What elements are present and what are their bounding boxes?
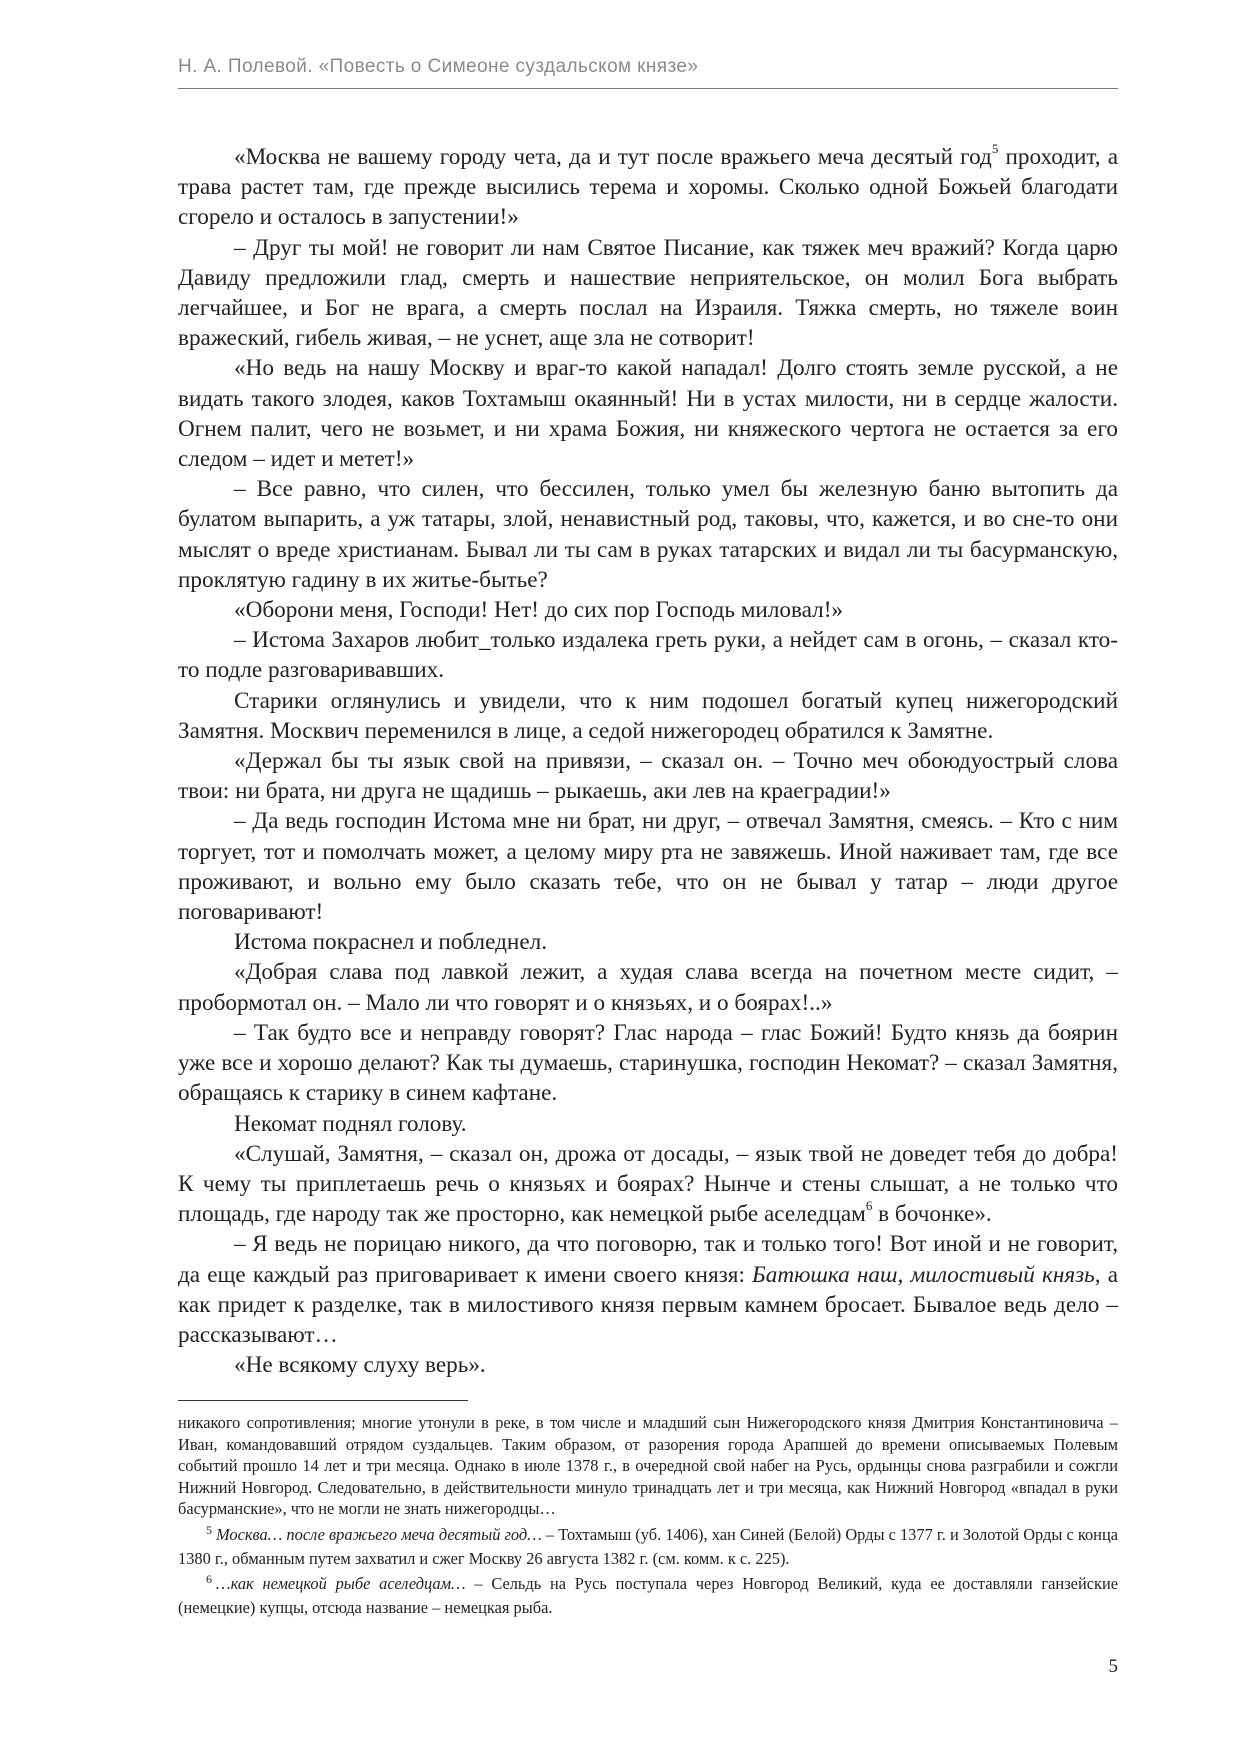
footnote-6-lemma: …как немецкой рыбе аселедцам… [216, 1574, 466, 1594]
paragraph-6: – Истома Захаров любит_только издалека греть руки, а нейдет сам в огонь, – сказал кто-то подле разговаривавших. [178, 627, 1118, 684]
footnote-continued: никакого сопротивления; многие утонули в реке, в том числе и младший сын Нижегородского князя Дмитрия Константиновича – Иван, командовавший отрядом суздальцев. Таким образом, от разорения города Арапшей до времени описываемых Полевым событий прошло 14 лет и три месяца. Однако в июле 1378 г., в очередной свой набег на Русь, ордынцы снова разграбили и сожгли Нижний Новгород. Следовательно, в действительности минуло тринадцать лет и три месяца, как Нижний Новгород «впадал в руки басурманские», что не могли не знать нижегородцы… [178, 1413, 1118, 1519]
header-divider [178, 88, 1118, 89]
paragraph-3: «Но ведь на нашу Москву и враг-то какой нападал! Долго стоять земле русской, а не видать такого злодея, каков Тохтамыш окаянный! Ни в устах милости, ни в сердце жалости. Огнем палит, чего не возьмет, и ни храма Божия, ни княжеского чертога не остается за его следом – идет и метет!» [178, 355, 1118, 473]
paragraph-11: «Добрая слава под лавкой лежит, а худая слава всегда на почетном месте сидит, – пробормотал он. – Мало ли что говорят и о князьях, и о боярах!..» [178, 959, 1118, 1016]
footnote-6-mark: 6 [206, 1572, 212, 1587]
main-text [178, 142, 1118, 1380]
paragraph-2: – Друг ты мой! не говорит ли нам Святое Писание, как тяжек меч вражий? Когда царю Давиду предложили глад, смерть и нашествие неприятельское, он молил Бога выбрать легчайшее, и Бог не врага, а смерть послал на Израиля. Тяжка смерть, но тяжеле воин вражеский, гибель живая, – не уснет, аще зла не сотворит! [178, 234, 1118, 352]
paragraph-4: – Все равно, что силен, что бессилен, только умел бы железную баню вытопить да булатом выпарить, а уж татары, злой, ненавистный род, таковы, что, кажется, и во сне-то они мыслят о вреде христианам. Бывал ли ты сам в руках татарских и видал ли ты басурманскую, проклятую гадину в их житье-бытье? [178, 476, 1118, 593]
footnote-6: $^6$ …как немецкой рыбе аселедцам… – Сельдь на Русь поступала через Новгород Великий, куда ее доставляли ганзейские (немецкие) купцы, отсюда название – немецкая рыба. [178, 1572, 1119, 1617]
footnote-5-mark: 5 [206, 1522, 212, 1537]
footnote-5: $^5$ Москва… после вражьего меча десятый год… – Тохтамыш (уб. 1406), хан Синей (Белой) Орды с 1377 г. и Золотой Орды с конца 1380 г., обманным путем захватил и сжег Москву 26 августа 1382 г. (см. комм. к с. 225). [178, 1522, 1118, 1568]
footnote-divider [178, 1400, 468, 1401]
footnote-ref-6[interactable]: 6 [865, 1198, 873, 1214]
paragraph-13: Некомат поднял голову. [234, 1110, 467, 1137]
running-header: Н. А. Полевой. «Повесть о Симеоне суздальском князе» [178, 56, 699, 77]
italic-quote: Батюшка наш, милостивый князь, [752, 1261, 1101, 1288]
footnote-5-lemma: Москва… после вражьего меча десятый год… [216, 1524, 542, 1544]
paragraph-9: – Да ведь господин Истома мне ни брат, ни друг, – отвечал Замятня, смеясь. – Кто с ним торгует, тот и помолчать может, а целому миру рта не завяжешь. Иной наживает там, где все проживают, и вольно ему было сказать тебе, что он не бывал у татар – люди другое поговаривают! [178, 808, 1118, 926]
paragraph-15: – Я ведь не порицаю никого, да что поговорю, так и только того! Вот иной и не говорит, да еще каждый раз приговаривает к имени своего князя: Батюшка наш, милостивый князь, а как придет к разделке, так в милостивого князя первым камнем бросает. Бывалое ведь дело – рассказывают… [178, 1231, 1118, 1348]
page-number: 5 [1108, 1656, 1118, 1677]
paragraph-7: Старики оглянулись и увидели, что к ним подошел богатый купец нижегородский Замятня. Москвич переменился в лице, а седой нижегородец обратился к Замятне. [178, 687, 1118, 744]
footnotes [178, 1412, 1118, 1622]
paragraph-16: «Не всякому слуху верь». [234, 1352, 486, 1379]
paragraph-14: «Слушай, Замятня, – сказал он, дрожа от досады, – язык твой не доведет тебя до добра! К чему ты приплетаешь речь о князьях и боярах? Нынче и стены слышат, а не только что площадь, где народу так же просторно, как немецкой рыбе аселедцам$^6$ в бочонке». [178, 1140, 1118, 1228]
paragraph-8: «Держал бы ты язык свой на привязи, – сказал он. – Точно меч обоюдуострый слова твои: ни брата, ни друга не щадишь – рыкаешь, аки лев на краеградии!» [178, 748, 1118, 805]
paragraph-5: «Оборони меня, Господи! Нет! до сих пор Господь миловал!» [234, 597, 844, 624]
paragraph-12: – Так будто все и неправду говорят? Глас народа – глас Божий! Будто князь да боярин уже все и хорошо делают? Как ты думаешь, старинушка, господин Некомат? – сказал Замятня, обращаясь к старику в синем кафтане. [178, 1019, 1118, 1107]
paragraph-10: Истома покраснел и побледнел. [234, 929, 547, 956]
footnote-ref-5[interactable]: 5 [991, 141, 999, 157]
paragraph-1: «Москва не вашему городу чета, да и тут после вражьего меча десятый год$^5$ проходит, а трава растет там, где прежде высились терема и хоромы. Сколько одной Божьей благодати сгорело и осталось в запустении!» [178, 141, 1118, 231]
